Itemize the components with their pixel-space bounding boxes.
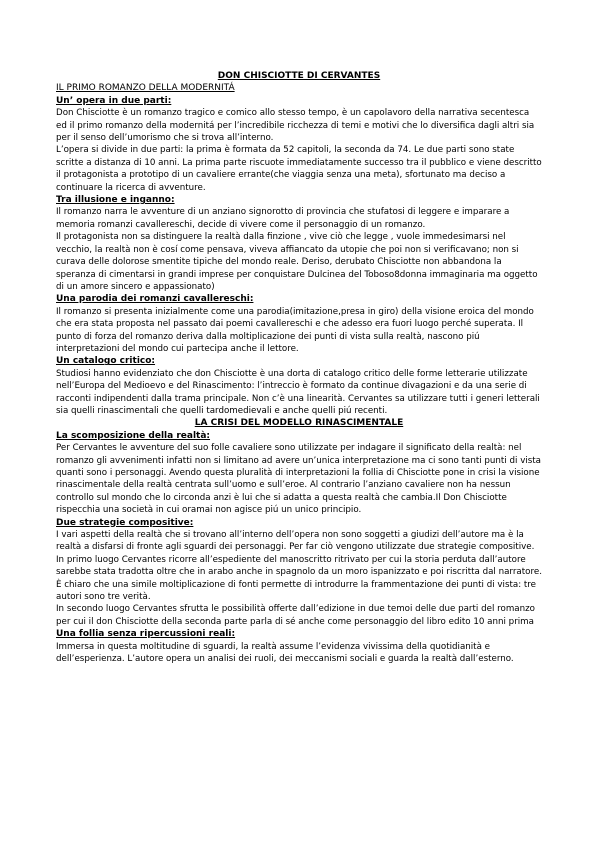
document-page	[56, 70, 542, 666]
paragraph-strategies: I vari aspetti della realtà che si trovano all’interno dell’opera non sono soggetti a giudizi dell’autore ma è la realtà a disfarsi di fronte agli sguardi dei personaggi. Per far ciò vengono utilizzate due strategie compositive.	[56, 530, 535, 553]
section-heading-parody: Una parodia dei romanzi cavallereschi:	[56, 294, 254, 305]
paragraph-structure: L’opera si divide in due parti: la prima è formata da 52 capitoli, la seconda da 74. Le due parti sono state scritte a distanza di 10 anni. La prima parte riscuote immediatamente successo tra il pubblico e viene descritto il protagonista a prototipo di un cavaliere errante(che viaggia senza una meta), sfortunato ma deciso a continuare la ricerca di avventure.	[56, 145, 542, 193]
section-title-crisis: LA CRISI DEL MODELLO RINASCIMENTALE	[194, 418, 404, 429]
paragraph-decomposition: Per Cervantes le avventure del suo folle cavaliere sono utilizzate per indagare il significato della realtà: nel romanzo gli avvenimenti infatti non si limitano ad avere un’unica interpretazione ma ci sono tanti punti di vista quanti sono i personaggi. Avendo questa pluralità di interpretazioni la follia di Chisciotte pone in crisi la visione rinascimentale della realtà centrata sull’uomo e sull’eroe. Al contrario l’anziano cavaliere non ha nessun controllo sul mondo che lo circonda anzi è lui che si adatta a questa realtà che cambia.Il Don Chisciotte rispecchia una società in cui oramai non agisce piú un unico principio.	[56, 443, 542, 516]
paragraph-parody: Il romanzo si presenta inizialmente come una parodia(imitazione,presa in giro) della visione eroica del mondo che era stata proposta nel passato dai poemi cavallereschi e che adesso era fuori luogo perché superata. Il punto di forza del romanzo deriva dalla moltiplicazione dei punti di vista sulla realtà, nascono piú interpretazioni del mondo cui partecipa anche il lettore.	[56, 306, 534, 354]
paragraph-protagonist: Il protagonista non sa distinguere la realtà dalla finzione , vive ciò che legge , vuole immedesimarsi nel vecchio, la realtà non è cosí come pensava, viveva affiancato da utopie che poi non si verificavano; non si curava delle dolorose smentite tipiche del mondo reale. Deriso, derubato Chisciotte non abbandona la speranza di cimentarsi in grandi imprese per conquistare Dulcinea del Toboso8donna immaginaria ma oggetto di un amore sincero e appassionato)	[56, 232, 538, 292]
paragraph-intro: Don Chisciotte è un romanzo tragico e comico allo stesso tempo, è un capolavoro della narrativa secentesca ed il primo romanzo della modernitá per l’incredibile ricchezza di temi e motivi che lo diversifica dagli altri sia per il senso dell’umorismo che si trova all’interno.	[56, 108, 535, 144]
paragraph-second-part: In secondo luogo Cervantes sfrutta le possibilità offerte dall’edizione in due temoi delle due parti del romanzo per cui il don Chisciotte della seconda parte parla di sé anche come personaggio del libro edito 10 anni prima	[56, 604, 535, 627]
paragraph-plot: Il romanzo narra le avventure di un anziano signorotto di provincia che stufatosi di leggere e imparare a memoria romanzi cavallereschi, decide di vivere come il personaggio di un romanzo.	[56, 207, 510, 230]
section-heading-two-parts: Un’ opera in due parti:	[56, 95, 172, 106]
section-heading-madness: Una follia senza ripercussioni reali:	[56, 629, 236, 640]
section-heading-decomposition: La scomposizione della realtà:	[56, 430, 211, 441]
section-heading-strategies: Due strategie compositive:	[56, 517, 194, 528]
document-title: DON CHISCIOTTE DI CERVANTES	[217, 71, 381, 81]
paragraph-madness: Immersa in questa moltitudine di sguardi, la realtà assume l’evidenza vivissima della quotidianità e dell’esperienza. L’autore opera un analisi dei ruoli, dei meccanismi sociali e guarda la realtà dall’esterno.	[56, 641, 514, 665]
paragraph-catalog: Studiosi hanno evidenziato che don Chisciotte è una dorta di catalogo critico delle forme letterarie utilizzate nell’Europa del Medioevo e del Rinascimento: l’intreccio è formato da continue divagazioni e da una serie di racconti indipendenti dalla trama principale. Non c’è una linearità. Cervantes sa utilizzare tutti i generi letterali sia quelli rinascimentali che quelli tardomedievali e anche quelli piú recenti.	[56, 368, 540, 416]
paragraph-manuscript: In primo luogo Cervantes ricorre all’espediente del manoscritto ritrivato per cui la storia perduta dall’autore sarebbe stata tradotta oltre che in arabo anche in spagnolo da un moro ispanizzato e poi riscritta dal narratore. È chiaro che una simile moltiplicazione di fonti permette di introdurre la frammentazione dei punti di vista: tre autori sono tre verità.	[56, 554, 542, 603]
section-heading-catalog: Un catalogo critico:	[56, 356, 156, 367]
section-heading-illusion: Tra illusione e inganno:	[56, 195, 175, 206]
document-subtitle: IL PRIMO ROMANZO DELLA MODERNITÁ	[56, 83, 235, 94]
